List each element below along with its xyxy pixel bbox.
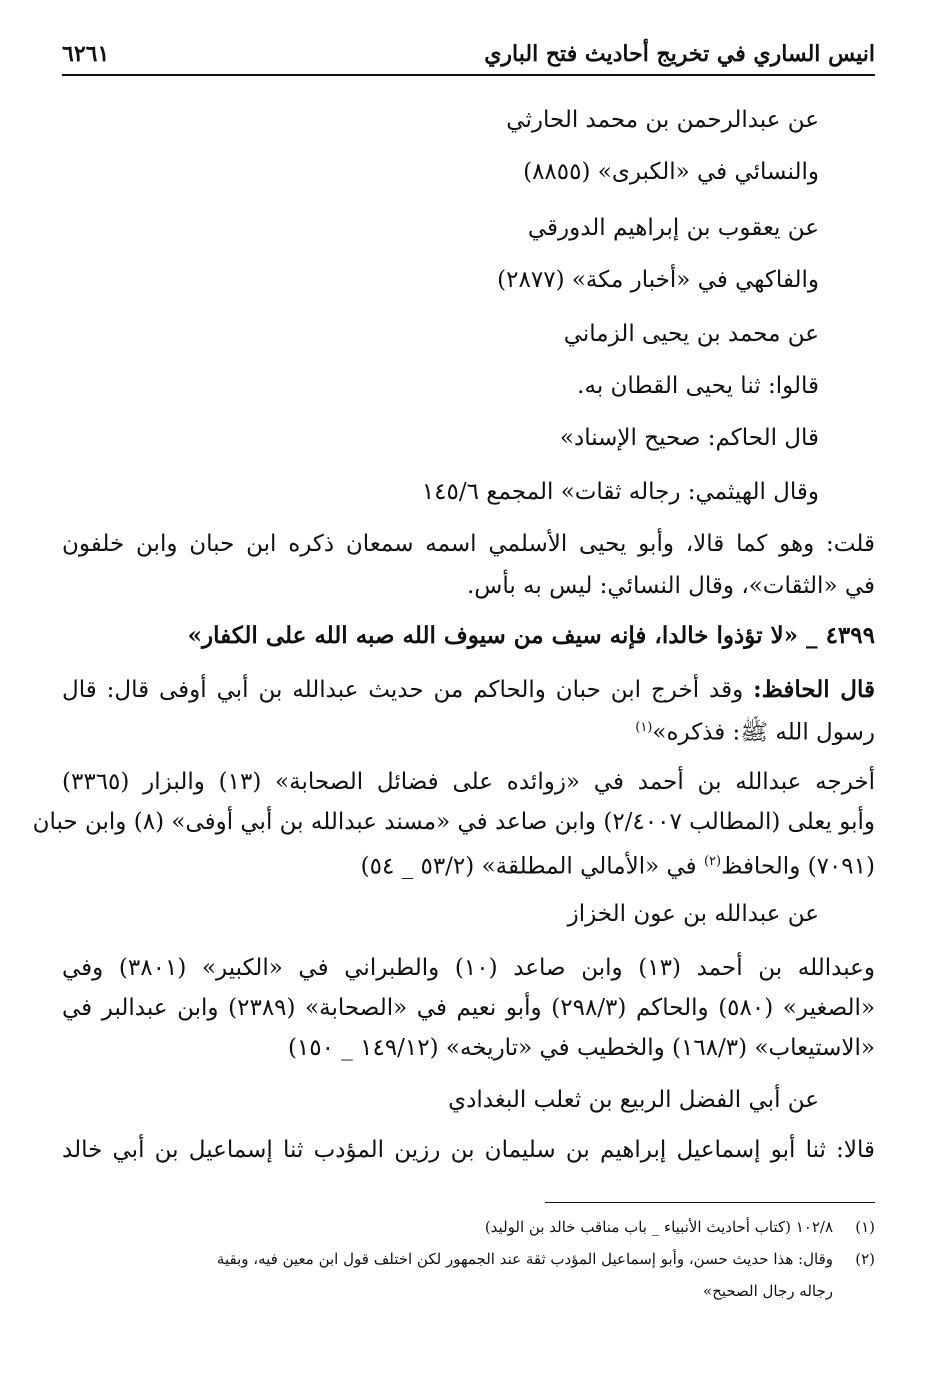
text-span: (٧٠٩١) والحافظ: [721, 853, 875, 880]
footnote-ref-2: (٢): [703, 854, 722, 869]
text-line: وعبدالله بن أحمد (١٣) وابن صاعد (١٠) والطبراني في «الكبير» (٣٨٠١) وفي: [62, 955, 875, 981]
text-line: أخرجه عبدالله بن أحمد في «زوائده على فضائل الصحابة» (١٣) والبزار (٣٣٦٥): [62, 769, 876, 795]
footnote-number: (١): [855, 1218, 875, 1236]
text-line: عن محمد بن يحيى الزماني: [563, 321, 819, 347]
header-rule: [62, 74, 875, 76]
text-line: عن يعقوب بن إبراهيم الدورقي: [527, 215, 819, 241]
text-line: في «الثقات»، وقال النسائي: ليس به بأس.: [466, 573, 875, 599]
text-line: عن عبدالرحمن بن محمد الحارثي: [506, 107, 819, 133]
text-line: [62, 846, 875, 883]
text-line: قال الحاكم: صحيح الإسناد»: [559, 425, 819, 451]
text-line: والنسائي في «الكبرى» (٨٨٥٥): [523, 159, 819, 185]
text-line: قلت: وهو كما قالا، وأبو يحيى الأسلمي اسمه سمعان ذكره ابن حبان وابن خلفون: [62, 531, 876, 557]
hafiz-text: وقد أخرج ابن حبان والحاكم من حديث عبدالله بن أبي أوفى قال: قال: [62, 677, 744, 703]
page-number: ٦٢٦١: [62, 41, 110, 67]
text-line: عن أبي الفضل الربيع بن ثعلب البغدادي: [448, 1087, 819, 1113]
text-line: «الاستيعاب» (١٦٨/٣) والخطيب في «تاريخه» (١٤٩/١٢ _ ١٥٠): [287, 1035, 875, 1061]
footnote-rule: [545, 1202, 875, 1203]
footnote-text: وقال: هذا حديث حسن، وأبو إسماعيل المؤدب ثقة عند الجمهور لكن اختلف قول ابن معين فيه، وبقية: [216, 1250, 833, 1268]
footnote-number: (٢): [855, 1250, 875, 1268]
header-title: انيس الساري في تخريج أحاديث فتح الباري: [484, 41, 875, 67]
text-line: وقال الهيثمي: رجاله ثقات» المجمع ١٤٥/٦: [421, 479, 819, 505]
text-span: في «الأمالي المطلقة» (٥٣/٢ _ ٥٤): [360, 853, 704, 880]
text-line: عن عبدالله بن عون الخزاز: [567, 901, 819, 927]
text-line: [62, 712, 875, 749]
hafiz-label: قال الحافظ:: [753, 676, 876, 703]
text-line: [62, 674, 875, 706]
text-line: وأبو يعلى (المطالب ٢/٤٠٠٧) وابن صاعد في «مسند عبدالله بن أبي أوفى» (٨) وابن حبان: [32, 809, 875, 835]
hadith-heading: ٤٣٩٩ _ «لا تؤذوا خالدا، فإنه سيف من سيوف الله صبه الله على الكفار»: [187, 622, 875, 649]
footnote-2-continued: رجاله رجال الصحيح»: [702, 1282, 833, 1300]
text-line: قالا: ثنا أبو إسماعيل إبراهيم بن سليمان بن رزين المؤدب ثنا إسماعيل بن أبي خالد: [62, 1137, 875, 1163]
footnote-ref-1: (١): [635, 720, 653, 735]
text-line: «الصغير» (٥٨٠) والحاكم (٢٩٨/٣) وأبو نعيم في «الصحابة» (٢٣٨٩) وابن عبدالبر في: [62, 995, 876, 1021]
footnote-1: [62, 1214, 875, 1240]
footnote-text: ١٠٢/٨ (كتاب أحاديث الأنبياء _ باب مناقب خالد بن الوليد): [484, 1218, 833, 1236]
text-line: قالوا: ثنا يحيى القطان به.: [577, 373, 819, 399]
footnote-2: [62, 1246, 875, 1272]
running-header: [62, 34, 875, 74]
text-span: رسول الله ﷺ: فذكره»: [652, 719, 875, 746]
text-line: والفاكهي في «أخبار مكة» (٢٨٧٧): [497, 267, 819, 293]
